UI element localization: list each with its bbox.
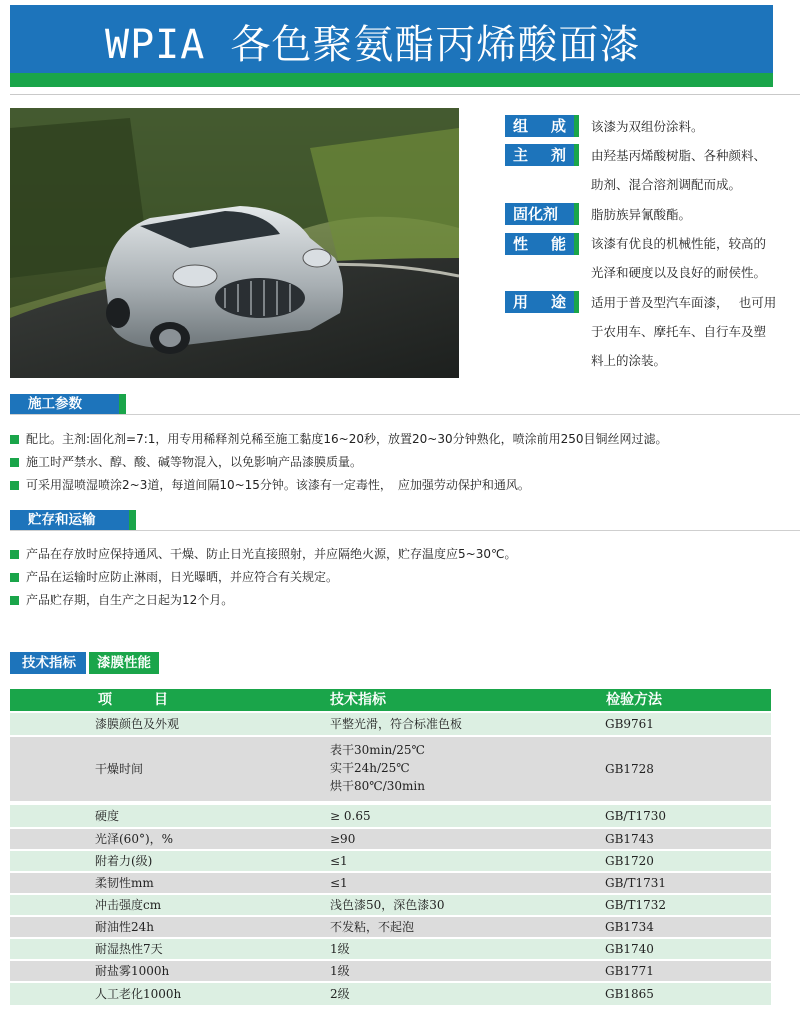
text-line: 实干24h/25℃ (330, 761, 410, 775)
table-cell: GB1771 (605, 964, 654, 978)
list-item: 施工时严禁水、醇、酸、碱等物混入，以免影响产品漆膜质量。 (10, 451, 668, 474)
banner-green-band (10, 73, 773, 87)
text-line: 表干30min/25℃ (330, 743, 425, 757)
label-text: 能 (550, 235, 566, 253)
composition-text (591, 200, 801, 229)
composition-label (505, 144, 579, 166)
table-cell: 硬度 (95, 809, 120, 823)
title-banner (10, 5, 773, 87)
label-text: 途 (550, 293, 566, 311)
text-line: 于农用车、摩托车、自行车及塑 (591, 324, 767, 339)
text-line: 烘干80℃/30min (330, 779, 425, 793)
table-cell: GB1740 (605, 942, 654, 956)
table-row (10, 805, 771, 827)
column-header: 技术指标 (330, 692, 386, 708)
table-row (10, 713, 771, 735)
table-cell: 浅色漆50，深色漆30 (330, 898, 445, 912)
table-row (10, 737, 771, 801)
text-line: 脂肪族异氰酸酯。 (591, 207, 692, 222)
table-cell: GB9761 (605, 717, 654, 731)
table-cell: ≥90 (330, 832, 356, 846)
composition-text (591, 288, 801, 375)
text-line: 助剂、混合溶剂调配而成。 (591, 177, 742, 192)
table-header (10, 689, 771, 711)
text-line: 适用于普及型汽车面漆， 也可用 (591, 295, 777, 310)
table-cell: 1级 (330, 964, 350, 978)
table-row (10, 983, 771, 1005)
storage-list (10, 543, 516, 612)
page-title: WPIA 各色聚氨酯丙烯酸面漆 (105, 22, 641, 68)
table-cell: GB1734 (605, 920, 654, 934)
table-cell: GB/T1730 (605, 809, 666, 823)
table-cell (330, 741, 425, 795)
table-cell: GB/T1732 (605, 898, 666, 912)
table-row (10, 961, 771, 981)
composition-label (505, 115, 579, 137)
table-cell: GB1743 (605, 832, 654, 846)
label-text: 成 (550, 117, 566, 135)
composition-text (591, 229, 801, 287)
table-cell: ≤1 (330, 876, 348, 890)
table-row (10, 895, 771, 915)
table-cell: 耐湿热性7天 (95, 942, 163, 956)
table-row (10, 939, 771, 959)
table-cell: 人工老化1000h (95, 987, 182, 1001)
composition-label (505, 233, 579, 255)
list-item: 配比。主剂:固化剂=7:1，用专用稀释剂兑稀至施工黏度16~20秒，放置20~30分钟熟化，喷涂前用250目铜丝网过滤。 (10, 428, 668, 451)
table-cell: GB/T1731 (605, 876, 666, 890)
text-line: 光泽和硬度以及良好的耐侯性。 (591, 265, 767, 280)
table-cell: ≥ 0.65 (330, 809, 371, 823)
construction-list (10, 428, 668, 497)
section-tab-storage: 贮存和运输 (10, 510, 136, 531)
tab-tech-index: 技术指标 (10, 652, 86, 674)
label-text: 固化剂 (513, 205, 559, 223)
composition-text (591, 112, 801, 141)
label-text: 剂 (550, 146, 566, 164)
table-row (10, 829, 771, 849)
list-item: 产品在存放时应保持通风、干燥、防止日光直接照射，并应隔绝火源，贮存温度应5~30℃。 (10, 543, 516, 566)
text-line: 料上的涂装。 (591, 353, 667, 368)
table-cell: 柔韧性mm (95, 876, 154, 890)
car-photo (10, 108, 459, 378)
table-row (10, 873, 771, 893)
table-row (10, 851, 771, 871)
table-cell: 不发粘，不起泡 (330, 920, 415, 934)
table-cell: GB1865 (605, 987, 654, 1001)
tab-film-performance: 漆膜性能 (86, 652, 159, 674)
table-cell: GB1720 (605, 854, 654, 868)
text-line: 该漆有优良的机械性能，较高的 (591, 236, 767, 251)
table-cell: GB1728 (605, 762, 654, 776)
composition-text (591, 141, 801, 199)
column-header: 检验方法 (606, 692, 662, 708)
tech-tabs (10, 652, 159, 674)
text-line: 由羟基丙烯酸树脂、各种颜料、 (591, 148, 767, 163)
table-cell: 耐油性24h (95, 920, 154, 934)
text-line: 该漆为双组份涂料。 (591, 119, 704, 134)
section-tab-construction: 施工参数 (10, 394, 126, 415)
label-text: 用 (513, 293, 529, 311)
divider (10, 94, 800, 95)
divider (10, 530, 800, 531)
table-cell: 干燥时间 (95, 762, 144, 776)
label-text: 组 (513, 117, 529, 135)
table-cell: 平整光滑，符合标准色板 (330, 717, 463, 731)
table-cell: 冲击强度cm (95, 898, 162, 912)
table-cell: 附着力(级) (95, 854, 153, 868)
list-item: 产品在运输时应防止淋雨，日光曝晒，并应符合有关规定。 (10, 566, 516, 589)
table-cell: 漆膜颜色及外观 (95, 717, 180, 731)
list-item: 可采用湿喷湿喷涂2~3道，每道间隔10~15分钟。该漆有一定毒性， 应加强劳动保护和通风。 (10, 474, 668, 497)
composition-label (505, 203, 579, 225)
table-cell: 光泽(60°)，% (95, 832, 174, 846)
column-header: 项 目 (98, 692, 168, 708)
table-cell: 耐盐雾1000h (95, 964, 170, 978)
list-item: 产品贮存期，自生产之日起为12个月。 (10, 589, 516, 612)
divider (10, 414, 800, 415)
composition-label (505, 291, 579, 313)
table-row (10, 917, 771, 937)
table-cell: 2级 (330, 987, 350, 1001)
label-text: 性 (513, 235, 529, 253)
table-cell: ≤1 (330, 854, 348, 868)
table-cell: 1级 (330, 942, 350, 956)
label-text: 主 (513, 146, 529, 164)
